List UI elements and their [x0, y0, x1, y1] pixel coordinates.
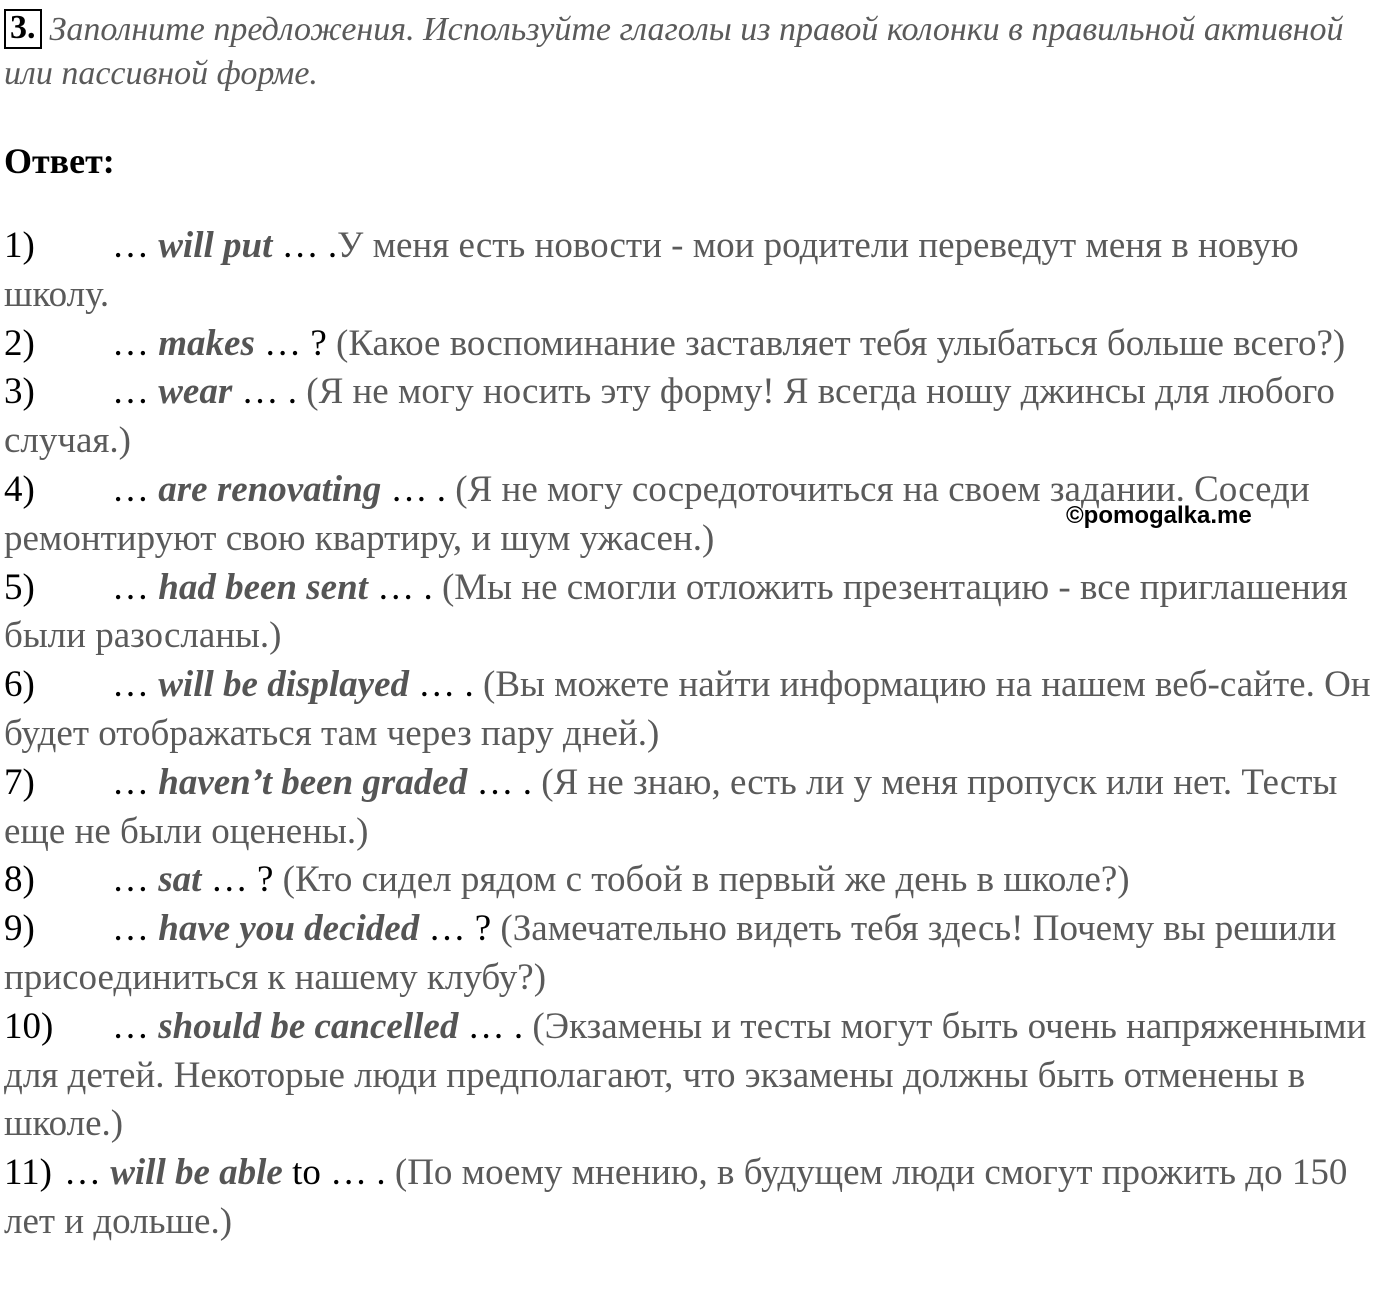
item-translation: (Я не могу носить эту форму! Я всегда ношу джинсы для любого случая.) — [4, 371, 1335, 462]
item-translation: (Я не могу сосредоточиться на своем задании. Соседи ремонтируют свою квартиру, и шум ужасен.) — [4, 468, 1310, 559]
item-dots: … — [112, 225, 149, 266]
task-instruction: Заполните предложения. Используйте глаголы из правой колонки в правильной активной или пассивной форме. — [4, 11, 1344, 92]
answer-item — [4, 222, 1396, 320]
item-dots: … — [112, 761, 149, 803]
item-dots: … . — [377, 566, 433, 608]
item-dots: … . — [281, 225, 338, 266]
item-dots: … ? — [210, 859, 274, 901]
answer-item — [4, 1003, 1396, 1149]
answer-label: Ответ: — [4, 141, 115, 181]
item-verb: will put — [158, 225, 273, 266]
watermark: ©pomogalka.me — [1066, 502, 1252, 529]
answer-item — [4, 661, 1396, 759]
answer-item — [4, 320, 1396, 369]
answer-item — [4, 564, 1396, 662]
item-verb: sat — [158, 859, 202, 901]
item-dots: … ? — [264, 322, 327, 364]
item-verb: will be displayed — [158, 664, 409, 706]
item-dots: … . — [418, 664, 474, 706]
item-verb: wear — [158, 371, 233, 413]
answer-item — [4, 368, 1396, 466]
item-dots: to … . — [292, 1152, 386, 1194]
item-dots: … . — [476, 761, 532, 803]
item-dots: … — [112, 859, 149, 901]
item-dots: … — [63, 1152, 101, 1194]
item-number: 5) — [4, 566, 35, 608]
answer-item — [4, 856, 1396, 905]
item-verb: makes — [158, 322, 255, 364]
item-verb: will be able — [110, 1152, 283, 1194]
item-translation: (По моему мнению, в будущем люди смогут прожить до 150 лет и дольше.) — [4, 1152, 1348, 1242]
answer-item — [4, 1149, 1396, 1247]
item-translation: (Вы можете найти информацию на нашем веб-сайте. Он будет отображаться там через пару дней.) — [4, 664, 1371, 754]
item-number: 7) — [4, 761, 35, 803]
item-number: 3) — [4, 371, 35, 413]
item-dots: … . — [390, 468, 447, 510]
item-dots: … ? — [428, 908, 492, 950]
item-number: 4) — [4, 468, 35, 510]
task-header — [4, 8, 1396, 96]
item-number: 10) — [4, 1005, 54, 1047]
answer-item — [4, 759, 1396, 857]
item-translation: (Замечательно видеть тебя здесь! Почему вы решили присоединиться к нашему клубу?) — [4, 908, 1337, 998]
item-translation: У меня есть новости - мои родители переведут меня в новую школу. — [4, 225, 1299, 315]
item-translation: (Экзамены и тесты могут быть очень напряженными для детей. Некоторые люди предполагают, что экзамены должны быть отменены в школе.) — [4, 1005, 1367, 1145]
item-dots: … — [112, 908, 149, 950]
item-dots: … — [112, 1005, 149, 1047]
answer-list — [4, 222, 1396, 1247]
item-dots: … . — [241, 371, 297, 413]
task-number: 3. — [4, 9, 42, 49]
item-dots: … — [112, 322, 149, 364]
item-number: 1) — [4, 225, 35, 266]
item-verb: should be cancelled — [158, 1005, 459, 1047]
answer-item — [4, 905, 1396, 1003]
item-number: 9) — [4, 908, 35, 950]
item-verb: had been sent — [158, 566, 368, 608]
item-verb: are renovating — [158, 468, 382, 510]
item-number: 6) — [4, 664, 35, 706]
item-dots: … — [112, 371, 149, 413]
item-translation: (Я не знаю, есть ли у меня пропуск или нет. Тесты еще не были оценены.) — [4, 761, 1338, 852]
item-translation: (Мы не смогли отложить презентацию - все приглашения были разосланы.) — [4, 566, 1348, 657]
item-dots: … — [112, 566, 149, 608]
item-translation: (Какое воспоминание заставляет тебя улыбаться больше всего?) — [336, 322, 1346, 364]
item-number: 8) — [4, 859, 35, 901]
item-verb: haven’t been graded — [158, 761, 468, 803]
item-number: 2) — [4, 322, 35, 364]
item-dots: … — [112, 468, 149, 510]
item-translation: (Кто сидел рядом с тобой в первый же день в школе?) — [282, 859, 1130, 901]
item-number: 11) — [4, 1152, 52, 1194]
item-verb: have you decided — [158, 908, 420, 950]
item-dots: … . — [467, 1005, 524, 1047]
item-dots: … — [112, 664, 149, 706]
